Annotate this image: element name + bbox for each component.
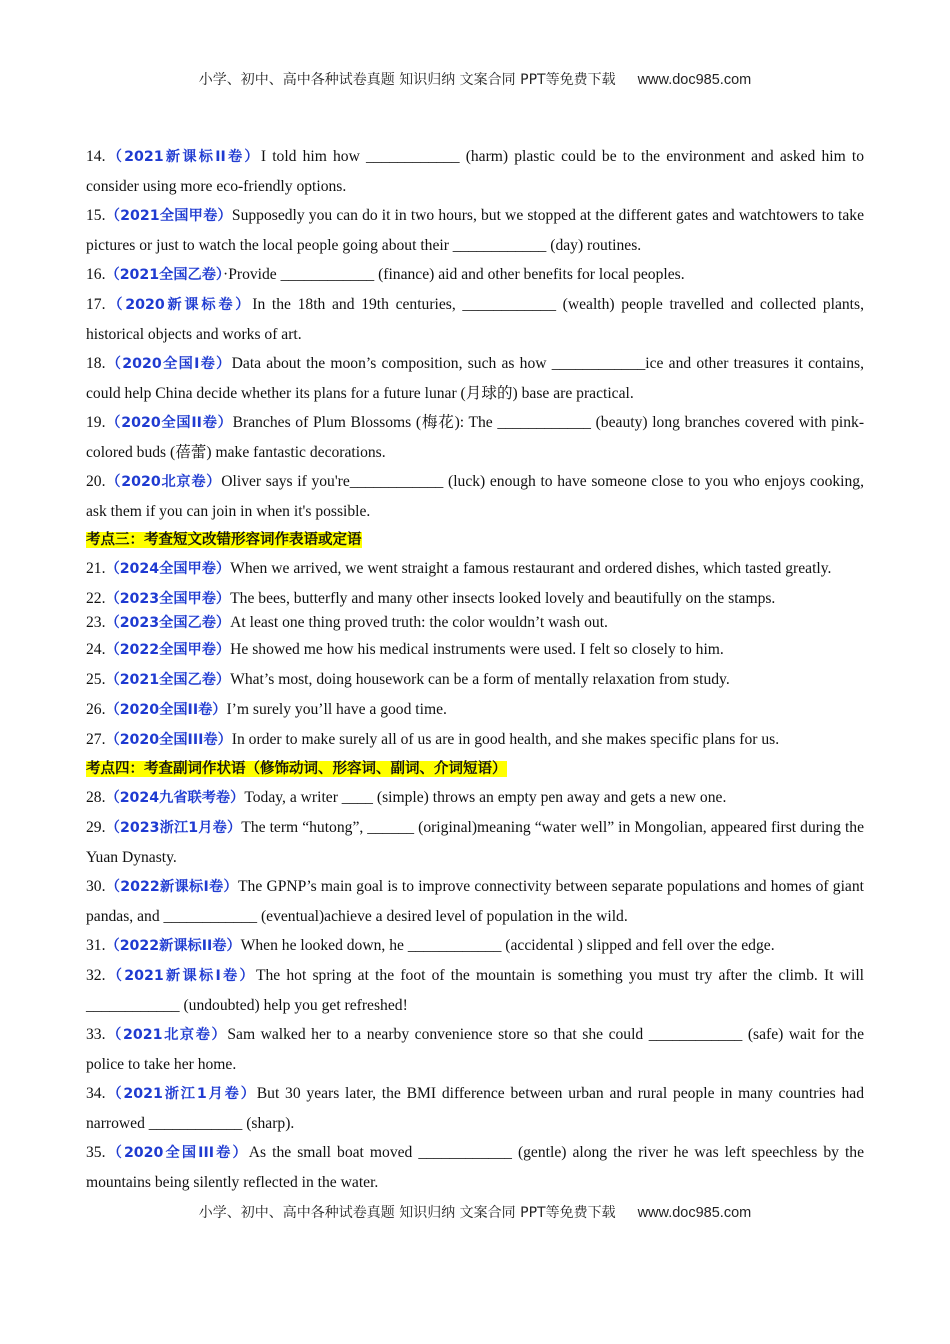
question-source: （2024全国甲卷） — [105, 561, 231, 577]
question-20: 20.（2020北京卷）Oliver says if you're____________ (luck) enough to have someone close to you who enjoys cooking, ask them if you can join in when it's possible. — [86, 473, 864, 520]
question-30: 30.（2022新课标I卷）The GPNP’s main goal is to improve connectivity between separate populations and homes of giant pandas, and ____________ (eventual)achieve a desired level of population in the wild. — [86, 878, 864, 925]
question-source: （2020北京卷） — [105, 474, 222, 490]
header-text: 小学、初中、高中各种试卷真题 知识归纳 文案合同 PPT等免费下载 — [198, 72, 616, 88]
question-28: 28.（2024九省联考卷）Today, a writer ____ (simple) throws an empty pen away and gets a new one. — [86, 789, 727, 806]
question-source: （2021全国甲卷） — [105, 208, 232, 224]
question-34: 34.（2021浙江1月卷）But 30 years later, the BMI difference between urban and rural people in many countries had narrowed ____________ (sharp). — [86, 1085, 864, 1132]
question-source: （2020新课标卷） — [105, 297, 253, 313]
question-23: 23.（2023全国乙卷）At least one thing proved truth: the color wouldn’t wash out. — [86, 614, 608, 631]
question-source: （2020全国I卷） — [105, 356, 232, 372]
question-source: （2023全国乙卷） — [105, 615, 231, 631]
question-source: （2021新课标I卷） — [105, 968, 256, 984]
question-16: 16.（2021全国乙卷）·Provide ____________ (finance) aid and other benefits for local peoples. — [86, 266, 685, 283]
question-21: 21.（2024全国甲卷）When we arrived, we went straight a famous restaurant and ordered dishes, which tasted greatly. — [86, 560, 832, 577]
question-source: （2020全国III卷） — [105, 732, 232, 748]
question-33: 33.（2021北京卷）Sam walked her to a nearby convenience store so that she could ____________ (safe) wait for the police to take her home. — [86, 1026, 864, 1073]
question-source: （2021全国乙卷） — [105, 672, 231, 688]
question-source: （2021北京卷） — [105, 1027, 228, 1043]
question-source: （2021全国乙卷） — [105, 267, 224, 283]
question-22: 22.（2023全国甲卷）The bees, butterfly and many other insects looked lovely and beautifully on the stamps. — [86, 590, 776, 607]
question-29: 29.（2023浙江1月卷）The term “hutong”, ______ (original)meaning “water well” in Mongolian, appeared first during the Yuan Dynasty. — [86, 819, 864, 866]
question-source: （2023全国甲卷） — [105, 591, 231, 607]
footer-text: 小学、初中、高中各种试卷真题 知识归纳 文案合同 PPT等免费下载 — [198, 1205, 616, 1221]
question-17: 17.（2020新课标卷）In the 18th and 19th centuries, ____________ (wealth) people travelled and collected plants, historical objects and works of art. — [86, 296, 864, 343]
question-35: 35.（2020全国III卷）As the small boat moved ____________ (gentle) along the river he was left speechless by the mountains being silently reflected in the water. — [86, 1144, 864, 1191]
header-site-link[interactable]: www.doc985.com — [637, 72, 752, 88]
question-source: （2021新课标II卷） — [105, 149, 261, 165]
question-source: （2022新课标II卷） — [105, 938, 241, 954]
question-25: 25.（2021全国乙卷）What’s most, doing housework can be a form of mentally relaxation from study. — [86, 671, 730, 688]
page-header — [0, 69, 950, 89]
question-source: （2020全国II卷） — [105, 415, 233, 431]
question-source: （2020全国II卷） — [105, 702, 227, 718]
section-heading-4: 考点四：考查副词作状语（修饰动词、形容词、副词、介词短语） — [86, 761, 507, 777]
question-32: 32.（2021新课标I卷）The hot spring at the foot of the mountain is something you must try after the climb. It will ____________ (undoubted) help you get refreshed! — [86, 967, 864, 1014]
question-list — [86, 142, 864, 1197]
question-source: （2020全国III卷） — [105, 1145, 249, 1161]
question-source: （2021浙江1月卷） — [105, 1086, 257, 1102]
section-heading-3: 考点三：考查短文改错形容词作表语或定语 — [86, 532, 362, 548]
question-source: （2022新课标I卷） — [105, 879, 239, 895]
question-31: 31.（2022新课标II卷）When he looked down, he ____________ (accidental ) slipped and fell over the edge. — [86, 937, 775, 954]
question-source: （2023浙江1月卷） — [105, 820, 242, 836]
question-15: 15.（2021全国甲卷）Supposedly you can do it in two hours, but we stopped at the different gates and watchtowers to take pictures or just to watch the local people going about their ____________ (day) routines. — [86, 207, 864, 254]
footer-site-link[interactable]: www.doc985.com — [637, 1205, 752, 1221]
question-27: 27.（2020全国III卷）In order to make surely all of us are in good health, and she makes specific plans for us. — [86, 731, 780, 748]
question-26: 26.（2020全国II卷）I’m surely you’ll have a good time. — [86, 701, 447, 718]
question-18: 18.（2020全国I卷）Data about the moon’s composition, such as how ____________ice and other treasures it contains, could help China decide whether its plans for a future lunar (月球的) base are practical. — [86, 355, 864, 402]
question-source: （2024九省联考卷） — [105, 790, 245, 806]
question-14: 14.（2021新课标II卷）I told him how ____________ (harm) plastic could be to the environment and asked him to consider using more eco-friendly options. — [86, 148, 865, 195]
question-24: 24.（2022全国甲卷）He showed me how his medical instruments were used. I felt so closely to him. — [86, 641, 724, 658]
question-19: 19.（2020全国II卷）Branches of Plum Blossoms (梅花): The ____________ (beauty) long branches covered with pink-colored buds (蓓蕾) make fantastic decorations. — [86, 414, 865, 461]
question-source: （2022全国甲卷） — [105, 642, 231, 658]
page-footer — [0, 1202, 950, 1222]
